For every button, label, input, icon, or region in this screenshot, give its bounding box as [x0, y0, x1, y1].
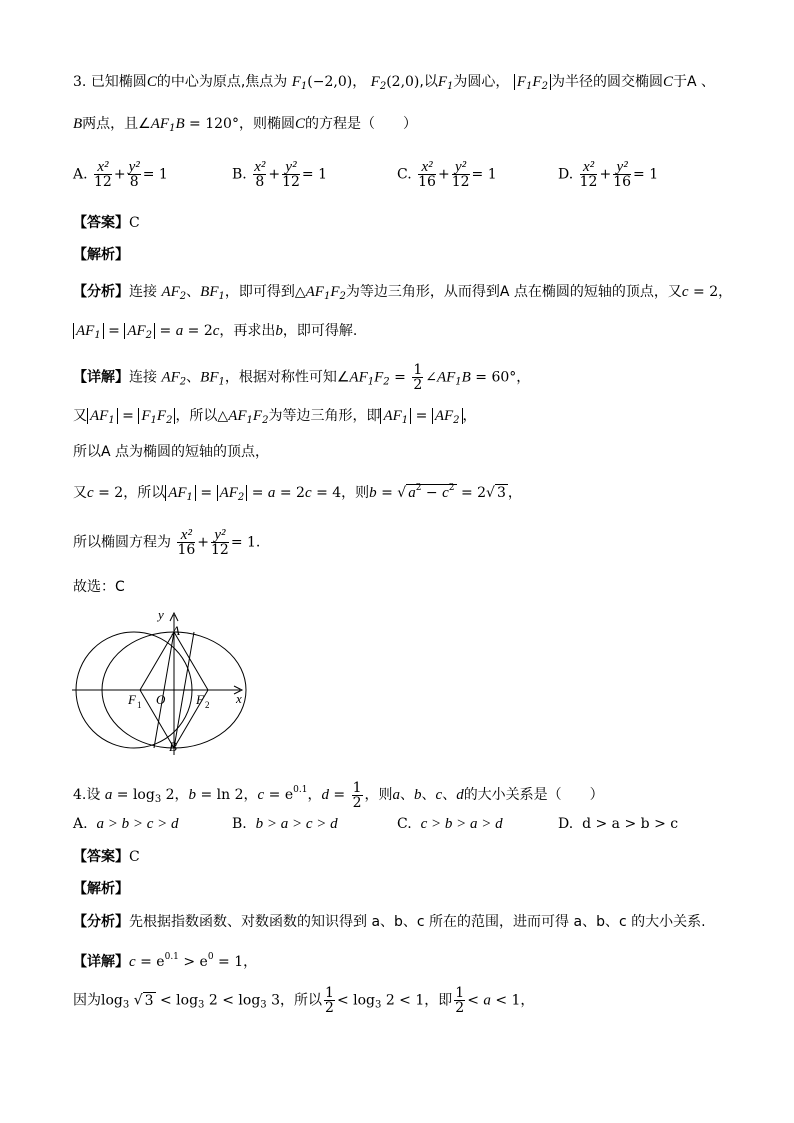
label-o: O [156, 692, 166, 707]
q3-analysis-tag: 【解析】 [73, 247, 129, 263]
q3-option-a[interactable]: A. $\frac{\text{x²}}{12}$ + $\frac{\text{y²}}{8}$ = 1 [73, 159, 168, 190]
q3-xiangjie-line1: 【详解】连接 $AF_2$、$BF_1$，根据对称性可知$\angle AF_1F_2$ = $\frac{1}{2}$ $\angle AF_1B = 60^\circ$， [73, 362, 531, 393]
label-f2: F [196, 692, 204, 707]
q3-stem-line1: 3. 已知椭圆C的中心为原点,焦点为 $F_1(-2,0)$， $F_2(2,0)$,以$F_1$为圆心， $F_1F_2$ 为半径的圆交椭圆C于A 、 [73, 74, 715, 92]
svg-text:2: 2 [205, 700, 210, 710]
q3-xiangjie-line2: 又 $AF_1 = F_1F_2$ ，所以$\triangle AF_1F_2$为等边三角形，即 $AF_1 = AF_2$ ， [73, 408, 477, 426]
q4-stem: 4.设 $a = \log_3 2$，b = ln 2，$c = e^{0.1}$，d = $\frac{1}{2}$ ，则a、b、c、d的大小关系是（ ） [73, 779, 604, 811]
q3-option-b[interactable]: B. $\frac{\text{x²}}{8}$ + $\frac{\text{y²}}{12}$ = 1 [232, 159, 328, 190]
q4-fenxi: 【分析】先根据指数函数、对数函数的知识得到 a、b、c 所在的范围，进而可得 a、b、c 的大小关系. [73, 914, 706, 930]
q3-xiangjie-line4: 又c = 2，所以 $AF_1 = AF_2 = a = 2c = 4$，则b = √ $a^2 - c^2 = 2√$ 3 ， [73, 483, 522, 503]
q3-option-c[interactable]: C. $\frac{\text{x²}}{16}$ + $\frac{\text{y²}}{12}$ = 1 [397, 159, 497, 190]
label-y: y [158, 607, 164, 622]
ellipse-circle-figure [68, 605, 258, 757]
q4-xiangjie-line1: 【详解】$c = e^{0.1} > e^0 = 1$， [73, 952, 258, 970]
svg-text:1: 1 [137, 700, 142, 710]
label-a: A [172, 623, 180, 638]
q4-option-c[interactable]: C. c > b > a > d [397, 816, 503, 832]
question-number: 3. [73, 74, 87, 90]
q4-answer: 【答案】C [73, 849, 140, 865]
q3-xiangjie-line5: 所以椭圆方程为 $\frac{\text{x²}}{16}$ + $\frac{\text{y²}}{12}$ = 1. [73, 527, 261, 558]
q4-option-b[interactable]: B. b > a > c > d [232, 816, 338, 832]
label-x: x [236, 691, 242, 706]
q3-guxuan: 故选：C [73, 579, 125, 595]
q4-xiangjie-line2: 因为$\log_3$ √ $3 < \log_3 2 < \log_3 3$，所以 $\frac{1}{2}$ < $\log_3 2 < 1$，即 $\frac{1}{2}$ < a < 1， [73, 985, 535, 1016]
q3-stem-line2: B两点，且$\angle AF_1B = 120^\circ$，则椭圆C的方程是（ ） [73, 116, 417, 134]
q3-option-d[interactable]: D. $\frac{\text{x²}}{12}$ + $\frac{\text{y²}}{16}$ = 1 [558, 159, 659, 190]
q3-xiangjie-line3: 所以A 点为椭圆的短轴的顶点， [73, 444, 270, 460]
q3-fenxi-line2: $AF_1 = AF_2 = a = 2c$，再求出b，即可得解. [73, 320, 357, 347]
q4-analysis-tag: 【解析】 [73, 881, 129, 897]
q4-option-d[interactable]: D. d > a > b > c [558, 816, 679, 832]
q4-option-a[interactable]: A. a > b > c > d [73, 816, 179, 832]
label-b: B [169, 739, 177, 754]
label-f1: F [128, 692, 136, 707]
q3-fenxi-line1: 【分析】连接 $AF_2$、$BF_1$，即可得到$\triangle AF_1F_2$为等边三角形，从而得到A 点在椭圆的短轴的顶点，又c = 2， [73, 284, 733, 302]
q3-answer: 【答案】C [73, 215, 140, 231]
